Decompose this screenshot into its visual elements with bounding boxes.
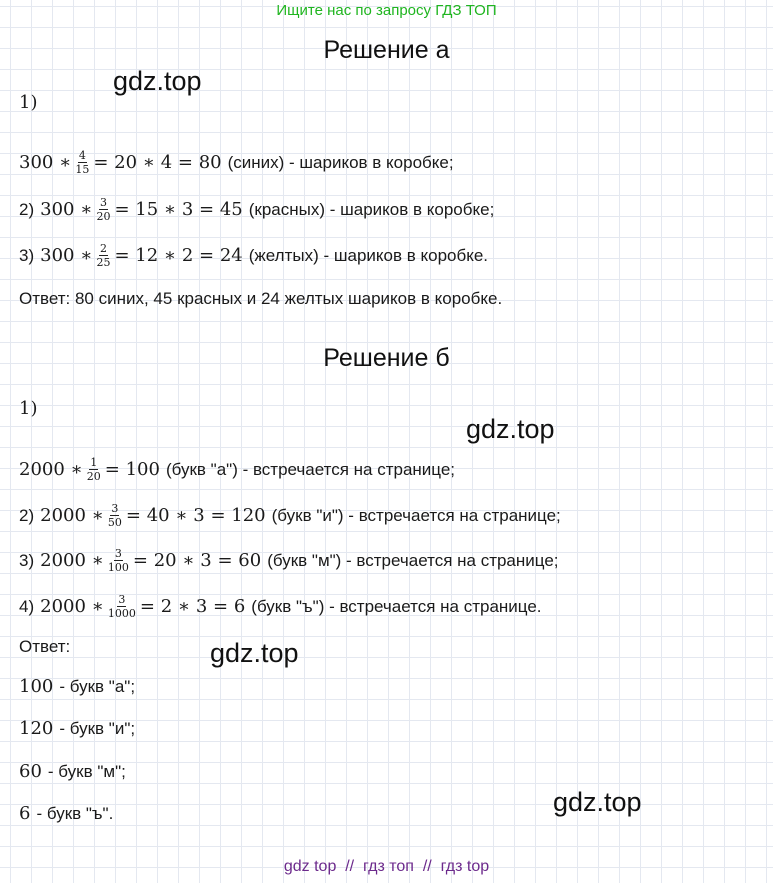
- footer-link-3[interactable]: гдз top: [440, 858, 490, 875]
- equation-line: 2) 2000 ∗ $\frac{3}{50}$ = 40 ∗ 3 = 120 (букв "и") - встречается на странице;: [19, 502, 561, 529]
- footer-link-1[interactable]: gdz top: [283, 858, 337, 875]
- step-label: 1): [19, 92, 38, 113]
- equation-line: 3) 300 ∗ $\frac{2}{25}$ = 12 ∗ 2 = 24 (желтых) - шариков в коробке.: [19, 242, 489, 269]
- watermark: gdz.top: [553, 787, 642, 817]
- fraction: $\frac{3}{1000}$: [107, 593, 136, 620]
- answer-a: Ответ: 80 синих, 45 красных и 24 желтых шариков в коробке.: [19, 289, 503, 308]
- watermark: gdz.top: [466, 414, 555, 444]
- equation-line: 2000 ∗ $\frac{1}{20}$ = 100 (букв "а") - встречается на странице;: [19, 456, 456, 483]
- answer-item: 6 - букв "ъ".: [19, 803, 114, 824]
- footer-link-2[interactable]: гдз топ: [363, 858, 414, 875]
- fraction: $\frac{3}{100}$: [107, 547, 129, 574]
- equation-line: 300 ∗ $\frac{4}{15}$ = 20 ∗ 4 = 80 (синих) - шариков в коробке;: [19, 149, 454, 176]
- equation-line: 3) 2000 ∗ $\frac{3}{100}$ = 20 ∗ 3 = 60 (букв "м") - встречается на странице;: [19, 547, 559, 574]
- watermark: gdz.top: [210, 638, 299, 668]
- fraction: $\frac{1}{20}$: [86, 456, 101, 483]
- answer-item: 120 - букв "и";: [19, 718, 136, 739]
- heading-solution-a: Решение а: [323, 36, 450, 64]
- fraction: $\frac{3}{20}$: [96, 196, 111, 223]
- answer-label: Ответ:: [19, 637, 71, 656]
- answer-item: 60 - букв "м";: [19, 761, 126, 782]
- fraction: $\frac{3}{50}$: [107, 502, 122, 529]
- heading-solution-b: Решение б: [323, 344, 450, 372]
- top-banner: Ищите нас по запросу ГДЗ ТОП: [276, 2, 497, 19]
- step-label: 1): [19, 398, 38, 419]
- fraction: $\frac{2}{25}$: [96, 242, 111, 269]
- footer-separator: //: [345, 858, 355, 875]
- watermark: gdz.top: [113, 66, 202, 96]
- footer-separator: //: [422, 858, 432, 875]
- fraction: $\frac{4}{15}$: [75, 149, 90, 176]
- equation-line: 4) 2000 ∗ $\frac{3}{1000}$ = 2 ∗ 3 = 6 (букв "ъ") - встречается на странице.: [19, 593, 542, 620]
- equation-line: 2) 300 ∗ $\frac{3}{20}$ = 15 ∗ 3 = 45 (красных) - шариков в коробке;: [19, 196, 495, 223]
- answer-item: 100 - букв "а";: [19, 676, 136, 697]
- footer-links: [0, 858, 773, 876]
